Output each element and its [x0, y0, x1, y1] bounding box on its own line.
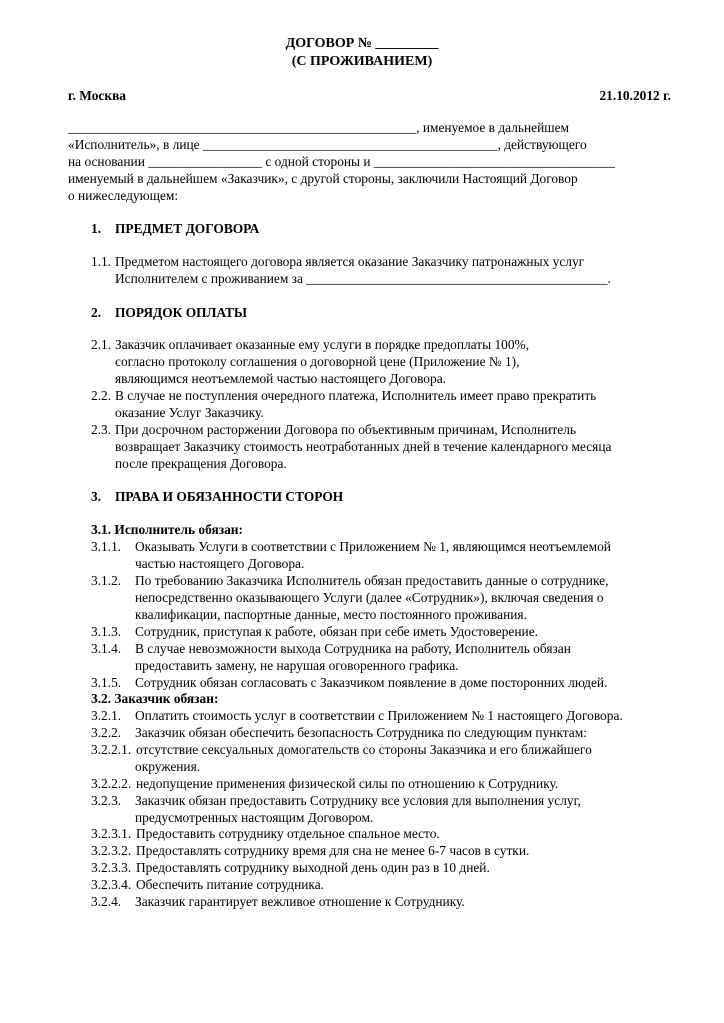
- intro-paragraph: [68, 119, 672, 204]
- intro-line: «Исполнитель», в лице ____________________________________________, действующего: [68, 137, 587, 152]
- clause-1-1: [91, 253, 681, 287]
- clause-line: после прекращения Договора.: [115, 456, 287, 471]
- section-title: ПРАВА И ОБЯЗАННОСТИ СТОРОН: [115, 489, 344, 504]
- intro-line: о нижеследующем:: [68, 188, 179, 203]
- clause-2-2: [91, 387, 681, 421]
- clause-number: 3.1.1.: [91, 539, 122, 554]
- clause-line: являющимся неотъемлемой частью настоящего Договора.: [115, 371, 446, 386]
- clause-line: Заказчик гарантирует вежливое отношение к Сотруднику.: [135, 894, 465, 909]
- clause-number: 3.2.2.2.: [91, 776, 132, 791]
- clause-line: непосредственно оказывающего Услуги (далее «Сотрудник»), включая сведения о: [135, 590, 604, 605]
- clause-number: 2.3.: [91, 422, 112, 437]
- clause-line: Предоставить сотруднику отдельное спальное место.: [136, 826, 440, 841]
- clause-line: Сотрудник обязан согласовать с Заказчиком появление в доме посторонних людей.: [135, 675, 608, 690]
- clause-number: 3.2.2.: [91, 725, 122, 740]
- clause-2-1: [91, 336, 681, 387]
- clause-line: предусмотренных настоящим Договором.: [135, 810, 374, 825]
- clause-line: Оплатить стоимость услуг в соответствии с Приложением № 1 настоящего Договора.: [135, 708, 623, 723]
- clause-line: При досрочном расторжении Договора по объективным причинам, Исполнитель: [115, 422, 576, 437]
- clause-3-2-3-4: [91, 876, 681, 893]
- title-line-1: ДОГОВОР № _________: [285, 36, 439, 51]
- clause-line: Предметом настоящего договора является оказание Заказчику патронажных услуг: [115, 254, 585, 269]
- clause-number: 2.1.: [91, 337, 112, 352]
- clause-line: Оказывать Услуги в соответствии с Приложением № 1, являющимся неотъемлемой: [135, 539, 611, 554]
- clause-2-3: [91, 421, 681, 472]
- clause-line: окружения.: [135, 759, 201, 774]
- clause-line: Исполнителем с проживанием за _____________________________________________.: [115, 271, 611, 286]
- clause-number: 3.2.3.3.: [91, 860, 132, 875]
- clause-3-2-4: [91, 893, 681, 910]
- clause-number: 2.2.: [91, 388, 112, 403]
- clause-3-2-2-2: [91, 775, 681, 792]
- section-title: ПОРЯДОК ОПЛАТЫ: [115, 305, 248, 320]
- clause-3-1-4: [91, 640, 681, 674]
- section-number: 2.: [91, 305, 102, 320]
- clause-number: 3.2.3.2.: [91, 843, 132, 858]
- clause-3-1-5: [91, 674, 681, 691]
- clause-3-2-3-2: [91, 842, 681, 859]
- clause-line: согласно протоколу соглашения о договорной цене (Приложение № 1),: [115, 354, 520, 369]
- clause-3-2-3: [91, 792, 681, 826]
- intro-line: на основании _________________ с одной стороны и ____________________________________: [68, 154, 615, 169]
- clause-number: 1.1.: [91, 254, 112, 269]
- clause-number: 3.1.4.: [91, 641, 122, 656]
- clause-3-1-3: [91, 623, 681, 640]
- clause-line: частью настоящего Договора.: [135, 556, 305, 571]
- clause-line: недопущение применения физической силы по отношению к Сотруднику.: [136, 776, 559, 791]
- clause-line: Заказчик обязан обеспечить безопасность Сотрудника по следующим пунктам:: [135, 725, 587, 740]
- section-heading-3: [91, 488, 343, 505]
- clause-line: По требованию Заказчика Исполнитель обязан предоставить данные о сотруднике,: [135, 573, 609, 588]
- clause-line: В случае невозможности выхода Сотрудника на работу, Исполнитель обязан: [135, 641, 571, 656]
- clause-3-2-3-3: [91, 859, 681, 876]
- clause-line: Заказчик оплачивает оказанные ему услуги в порядке предоплаты 100%,: [115, 337, 530, 352]
- section-heading-2: [91, 304, 247, 321]
- subsection-heading-3-1: 3.1. Исполнитель обязан:: [91, 522, 243, 537]
- clause-line: В случае не поступления очередного платежа, Исполнитель имеет право прекратить: [115, 388, 597, 403]
- clause-3-2-2: [91, 724, 681, 741]
- clause-line: Обеспечить питание сотрудника.: [136, 877, 325, 892]
- clause-line: Сотрудник, приступая к работе, обязан при себе иметь Удостоверение.: [135, 624, 538, 639]
- section-number: 1.: [91, 221, 102, 236]
- clause-line: Предоставлять сотруднику выходной день один раз в 10 дней.: [136, 860, 490, 875]
- clause-number: 3.2.4.: [91, 894, 122, 909]
- section-heading-1: [91, 220, 259, 237]
- clause-line: возвращает Заказчику стоимость неотработанных дней в течение календарного месяца: [115, 439, 612, 454]
- clause-number: 3.2.1.: [91, 708, 122, 723]
- clause-number: 3.2.3.4.: [91, 877, 132, 892]
- clause-number: 3.1.3.: [91, 624, 122, 639]
- subsection-heading-3-2: 3.2. Заказчик обязан:: [91, 691, 219, 706]
- title-line-2: (С ПРОЖИВАНИЕМ): [291, 54, 433, 69]
- clause-line: предоставить замену, не нарушая оговоренного графика.: [135, 658, 459, 673]
- document-title: [0, 35, 724, 71]
- clause-number: 3.2.3.: [91, 793, 122, 808]
- intro-line: ____________________________________________________, именуемое в дальнейшем: [68, 120, 570, 135]
- clause-3-2-2-1: [91, 741, 681, 775]
- clause-number: 3.2.3.1.: [91, 826, 132, 841]
- clause-line: Заказчик обязан предоставить Сотруднику все условия для выполнения услуг,: [135, 793, 581, 808]
- section-number: 3.: [91, 489, 102, 504]
- intro-line: именуемый в дальнейшем «Заказчик», с другой стороны, заключили Настоящий Договор: [68, 171, 578, 186]
- clause-line: оказание Услуг Заказчику.: [115, 405, 264, 420]
- clause-line: Предоставлять сотруднику время для сна не менее 6-7 часов в сутки.: [136, 843, 530, 858]
- clause-number: 3.1.2.: [91, 573, 122, 588]
- clause-line: отсутствие сексуальных домогательств со стороны Заказчика и его ближайшего: [136, 742, 592, 757]
- clause-line: квалификации, паспортные данные, место постоянного проживания.: [135, 607, 527, 622]
- clause-number: 3.1.5.: [91, 675, 122, 690]
- clause-3-2-1: [91, 707, 681, 724]
- date: 21.10.2012 г.: [599, 88, 671, 103]
- clause-3-2-3-1: [91, 825, 681, 842]
- clause-3-1-1: [91, 538, 681, 572]
- clause-number: 3.2.2.1.: [91, 742, 132, 757]
- clause-3-1-2: [91, 572, 681, 623]
- section-title: ПРЕДМЕТ ДОГОВОРА: [115, 221, 260, 236]
- city: г. Москва: [68, 88, 127, 103]
